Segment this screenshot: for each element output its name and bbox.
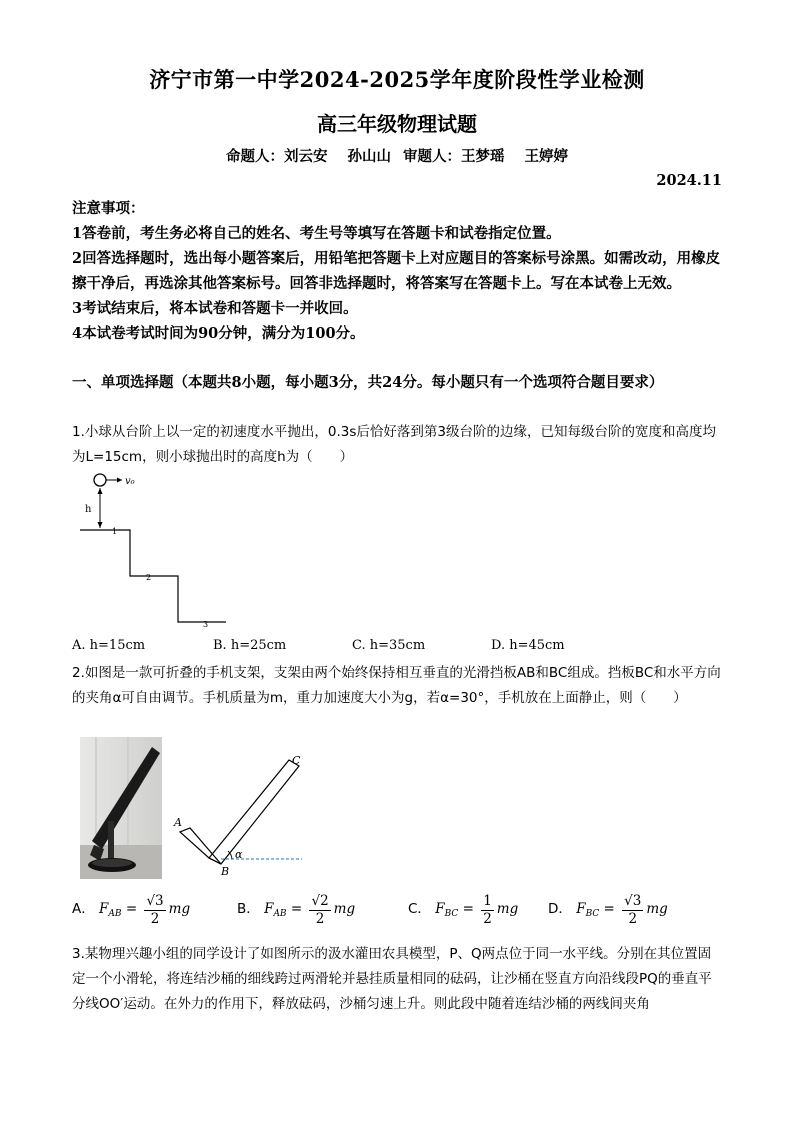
option-letter: C．: [408, 901, 431, 917]
step-2-label: 2: [146, 573, 152, 582]
mg-term: mg: [168, 901, 191, 917]
v0-label: v₀: [125, 476, 135, 487]
option-a[interactable]: [72, 892, 190, 927]
staircase: [80, 530, 226, 622]
label-a: A: [174, 816, 182, 829]
note-item: 4本试卷考试时间为90分钟，满分为100分。: [72, 325, 365, 342]
notes-section: [72, 196, 722, 346]
force-symbol: F: [264, 901, 274, 917]
fraction-numerator: √3: [146, 893, 164, 909]
option-d[interactable]: D. h=45cm: [491, 638, 565, 653]
step-3-label: 3: [203, 620, 209, 629]
fraction-denominator: 2: [628, 911, 638, 927]
force-symbol: F: [576, 901, 586, 917]
mg-term: mg: [333, 901, 356, 917]
h-label: h: [85, 504, 92, 515]
author-3: 审题人：王梦瑶: [403, 148, 505, 165]
fraction: [622, 892, 643, 927]
option-b[interactable]: [237, 892, 355, 927]
fraction-numerator: 1: [483, 893, 492, 909]
option-letter: A．: [72, 901, 95, 917]
label-alpha: α: [235, 848, 243, 861]
question-3: [72, 942, 722, 1017]
force-subscript: BC: [444, 909, 459, 919]
author-4: 王婷婷: [524, 148, 568, 165]
force-subscript: BC: [585, 909, 600, 919]
board-bc: [209, 760, 299, 864]
equals-sign: =: [603, 901, 615, 917]
equals-sign: =: [290, 901, 303, 917]
author-1: 命题人：刘云安: [226, 148, 328, 165]
label-b: B: [221, 865, 230, 878]
note-item: 3考试结束后，将本试卷和答题卡一并收回。: [72, 300, 358, 317]
board-ab: [180, 828, 221, 864]
question-2-figure: [172, 752, 308, 878]
force-subscript: AB: [108, 909, 122, 919]
exam-title: 济宁市第一中学2024-2025学年度阶段性学业检测: [149, 67, 645, 92]
exam-date: 2024.11: [656, 172, 722, 189]
question-2: [72, 661, 722, 711]
fraction-numerator: √3: [624, 893, 642, 909]
exam-subtitle: 高三年级物理试题: [317, 112, 477, 136]
question-2-options: [72, 892, 722, 932]
question-2-stem: 2.如图是一款可折叠的手机支架，支架由两个始终保持相互垂直的光滑挡板AB和BC组成。挡板BC和水平方向的夹角α可自由调节。手机质量为m，重力加速度大小为g，若α=30°，手机放在上面静止，则（ ）: [72, 665, 721, 706]
option-letter: D．: [548, 901, 572, 917]
fraction: [144, 892, 165, 927]
option-c[interactable]: [408, 892, 518, 927]
option-b[interactable]: B. h=25cm: [213, 638, 287, 653]
force-symbol: F: [99, 901, 109, 917]
question-3-stem: 3.某物理兴趣小组的同学设计了如图所示的汲水灌田农具模型，P、Q两点位于同一水平线。分别在其位置固定一个小滑轮，将连结沙桶的细线跨过两滑轮并悬挂质量相同的砝码，让沙桶在竖直方向沿线段PQ的垂直平分线OO′运动。在外力的作用下，释放砝码，沙桶匀速上升。则此段中随着连结沙桶的两线间夹角: [72, 946, 712, 1012]
option-letter: B．: [237, 901, 260, 917]
equals-sign: =: [462, 901, 474, 917]
note-item: 1答卷前，考生务必将自己的姓名、考生号等填写在答题卡和试卷指定位置。: [72, 225, 561, 242]
label-c: C: [292, 754, 301, 767]
phone-stand-photo: [80, 737, 162, 879]
option-c[interactable]: C. h=35cm: [352, 638, 426, 653]
fraction: [309, 892, 330, 927]
step-1-label: 1: [112, 527, 118, 536]
option-a[interactable]: A. h=15cm: [72, 638, 146, 653]
ball-icon: [94, 474, 106, 486]
fraction-denominator: 2: [483, 911, 492, 927]
force-subscript: AB: [273, 909, 287, 919]
fraction-numerator: √2: [311, 893, 329, 909]
author-2: 孙山山: [347, 148, 391, 165]
notes-heading: 注意事项：: [72, 200, 145, 217]
authors-line: [0, 145, 794, 166]
fraction-denominator: 2: [150, 911, 160, 927]
force-symbol: F: [435, 901, 445, 917]
question-1-stem: 1.小球从台阶上以一定的初速度水平抛出，0.3s后恰好落到第3级台阶的边缘，已知每级台阶的宽度和高度均为L=15cm，则小球抛出时的高度h为（ ）: [72, 424, 716, 465]
section-heading: 一、单项选择题（本题共8小题，每小题3分，共24分。每小题只有一个选项符合题目要求）: [72, 374, 664, 391]
question-1-figure: [78, 470, 238, 632]
equals-sign: =: [125, 901, 138, 917]
question-1: [72, 420, 722, 470]
fraction-denominator: 2: [315, 911, 325, 927]
mg-term: mg: [646, 901, 668, 917]
option-d[interactable]: [548, 892, 668, 927]
fraction: [481, 892, 494, 927]
mg-term: mg: [496, 901, 519, 917]
note-item: 2回答选择题时，选出每小题答案后，用铅笔把答题卡上对应题目的答案标号涂黑。如需改动，用橡皮擦干净后，再选涂其他答案标号。回答非选择题时，将答案写在答题卡上。写在本试卷上无效。: [72, 250, 721, 292]
